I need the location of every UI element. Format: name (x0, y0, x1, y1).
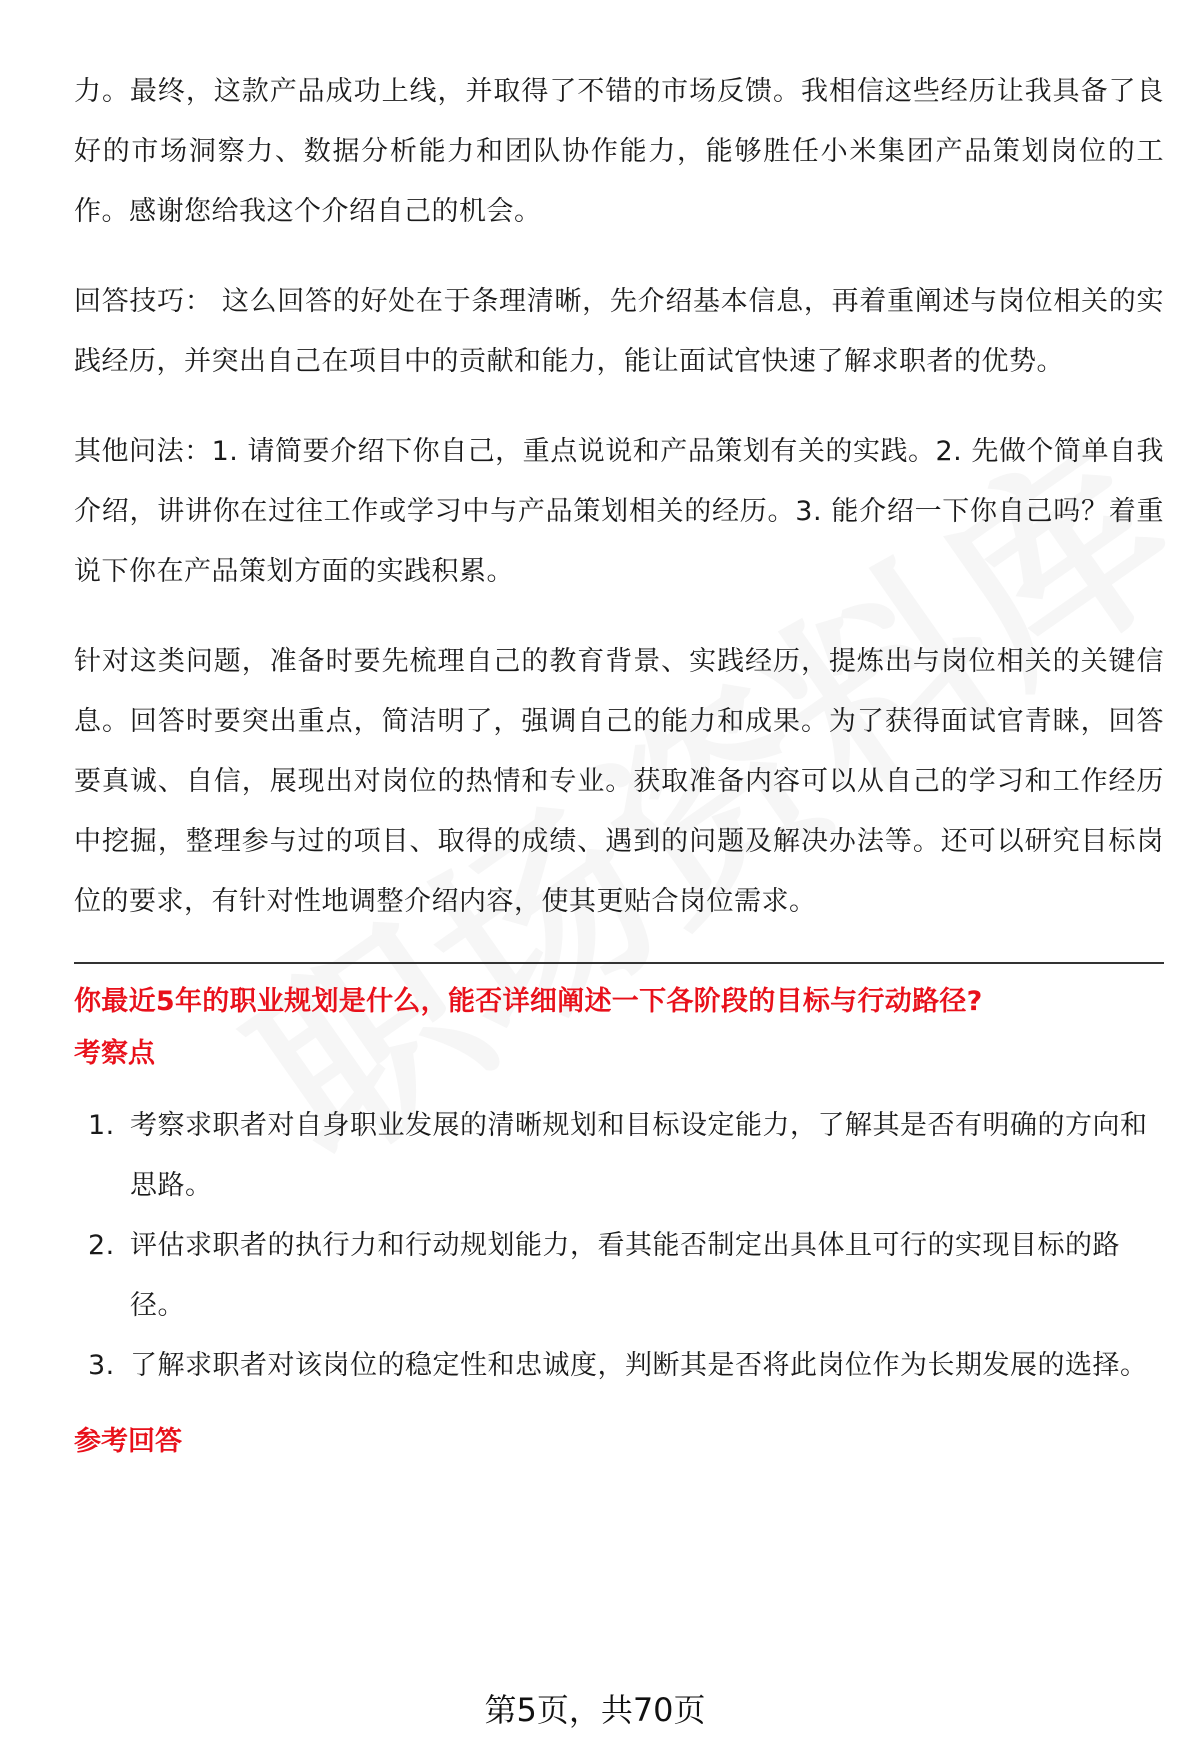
paragraph-answer-tips: 回答技巧： 这么回答的好处在于条理清晰，先介绍基本信息，再着重阐述与岗位相关的实践经历，并突出自己在项目中的贡献和能力，能让面试官快速了解求职者的优势。 (74, 286, 1164, 377)
list-item-text: 评估求职者的执行力和行动规划能力，看其能否制定出具体且可行的实现目标的路径。 (130, 1230, 1120, 1321)
list-item-text: 考察求职者对自身职业发展的清晰规划和目标设定能力，了解其是否有明确的方向和思路。 (130, 1110, 1148, 1201)
list-item-text: 了解求职者对该岗位的稳定性和忠诚度，判断其是否将此岗位作为长期发展的选择。 (130, 1350, 1148, 1381)
list-item (74, 1216, 1164, 1336)
points-list (74, 1096, 1164, 1396)
list-item (74, 1096, 1164, 1216)
list-item-number: 2. (88, 1230, 115, 1261)
list-item-number: 3. (88, 1350, 115, 1381)
answer-label: 参考回答 (74, 1426, 182, 1457)
page-content (74, 62, 1164, 1484)
section-divider (74, 962, 1164, 964)
paragraph-intro-ending: 力。最终，这款产品成功上线，并取得了不错的市场反馈。我相信这些经历让我具备了良好的市场洞察力、数据分析能力和团队协作能力，能够胜任小米集团产品策划岗位的工作。感谢您给我这个介绍自己的机会。 (74, 76, 1164, 227)
question-title: 你最近5年的职业规划是什么，能否详细阐述一下各阶段的目标与行动路径? (74, 986, 983, 1017)
page-number: 第5页，共70页 (484, 1691, 706, 1729)
list-item (74, 1336, 1164, 1396)
list-item-number: 1. (88, 1110, 115, 1141)
paragraph-preparation-advice: 针对这类问题，准备时要先梳理自己的教育背景、实践经历，提炼出与岗位相关的关键信息。回答时要突出重点，简洁明了，强调自己的能力和成果。为了获得面试官青睐，回答要真诚、自信，展现出对岗位的热情和专业。获取准备内容可以从自己的学习和工作经历中挖掘，整理参与过的项目、取得的成绩、遇到的问题及解决办法等。还可以研究目标岗位的要求，有针对性地调整介绍内容，使其更贴合岗位需求。 (74, 646, 1164, 917)
paragraph-other-questions: 其他问法：1. 请简要介绍下你自己，重点说说和产品策划有关的实践。2. 先做个简单自我介绍，讲讲你在过往工作或学习中与产品策划相关的经历。3. 能介绍一下你自己吗？着重说下你在产品策划方面的实践积累。 (74, 436, 1164, 587)
points-label: 考察点 (74, 1038, 155, 1069)
